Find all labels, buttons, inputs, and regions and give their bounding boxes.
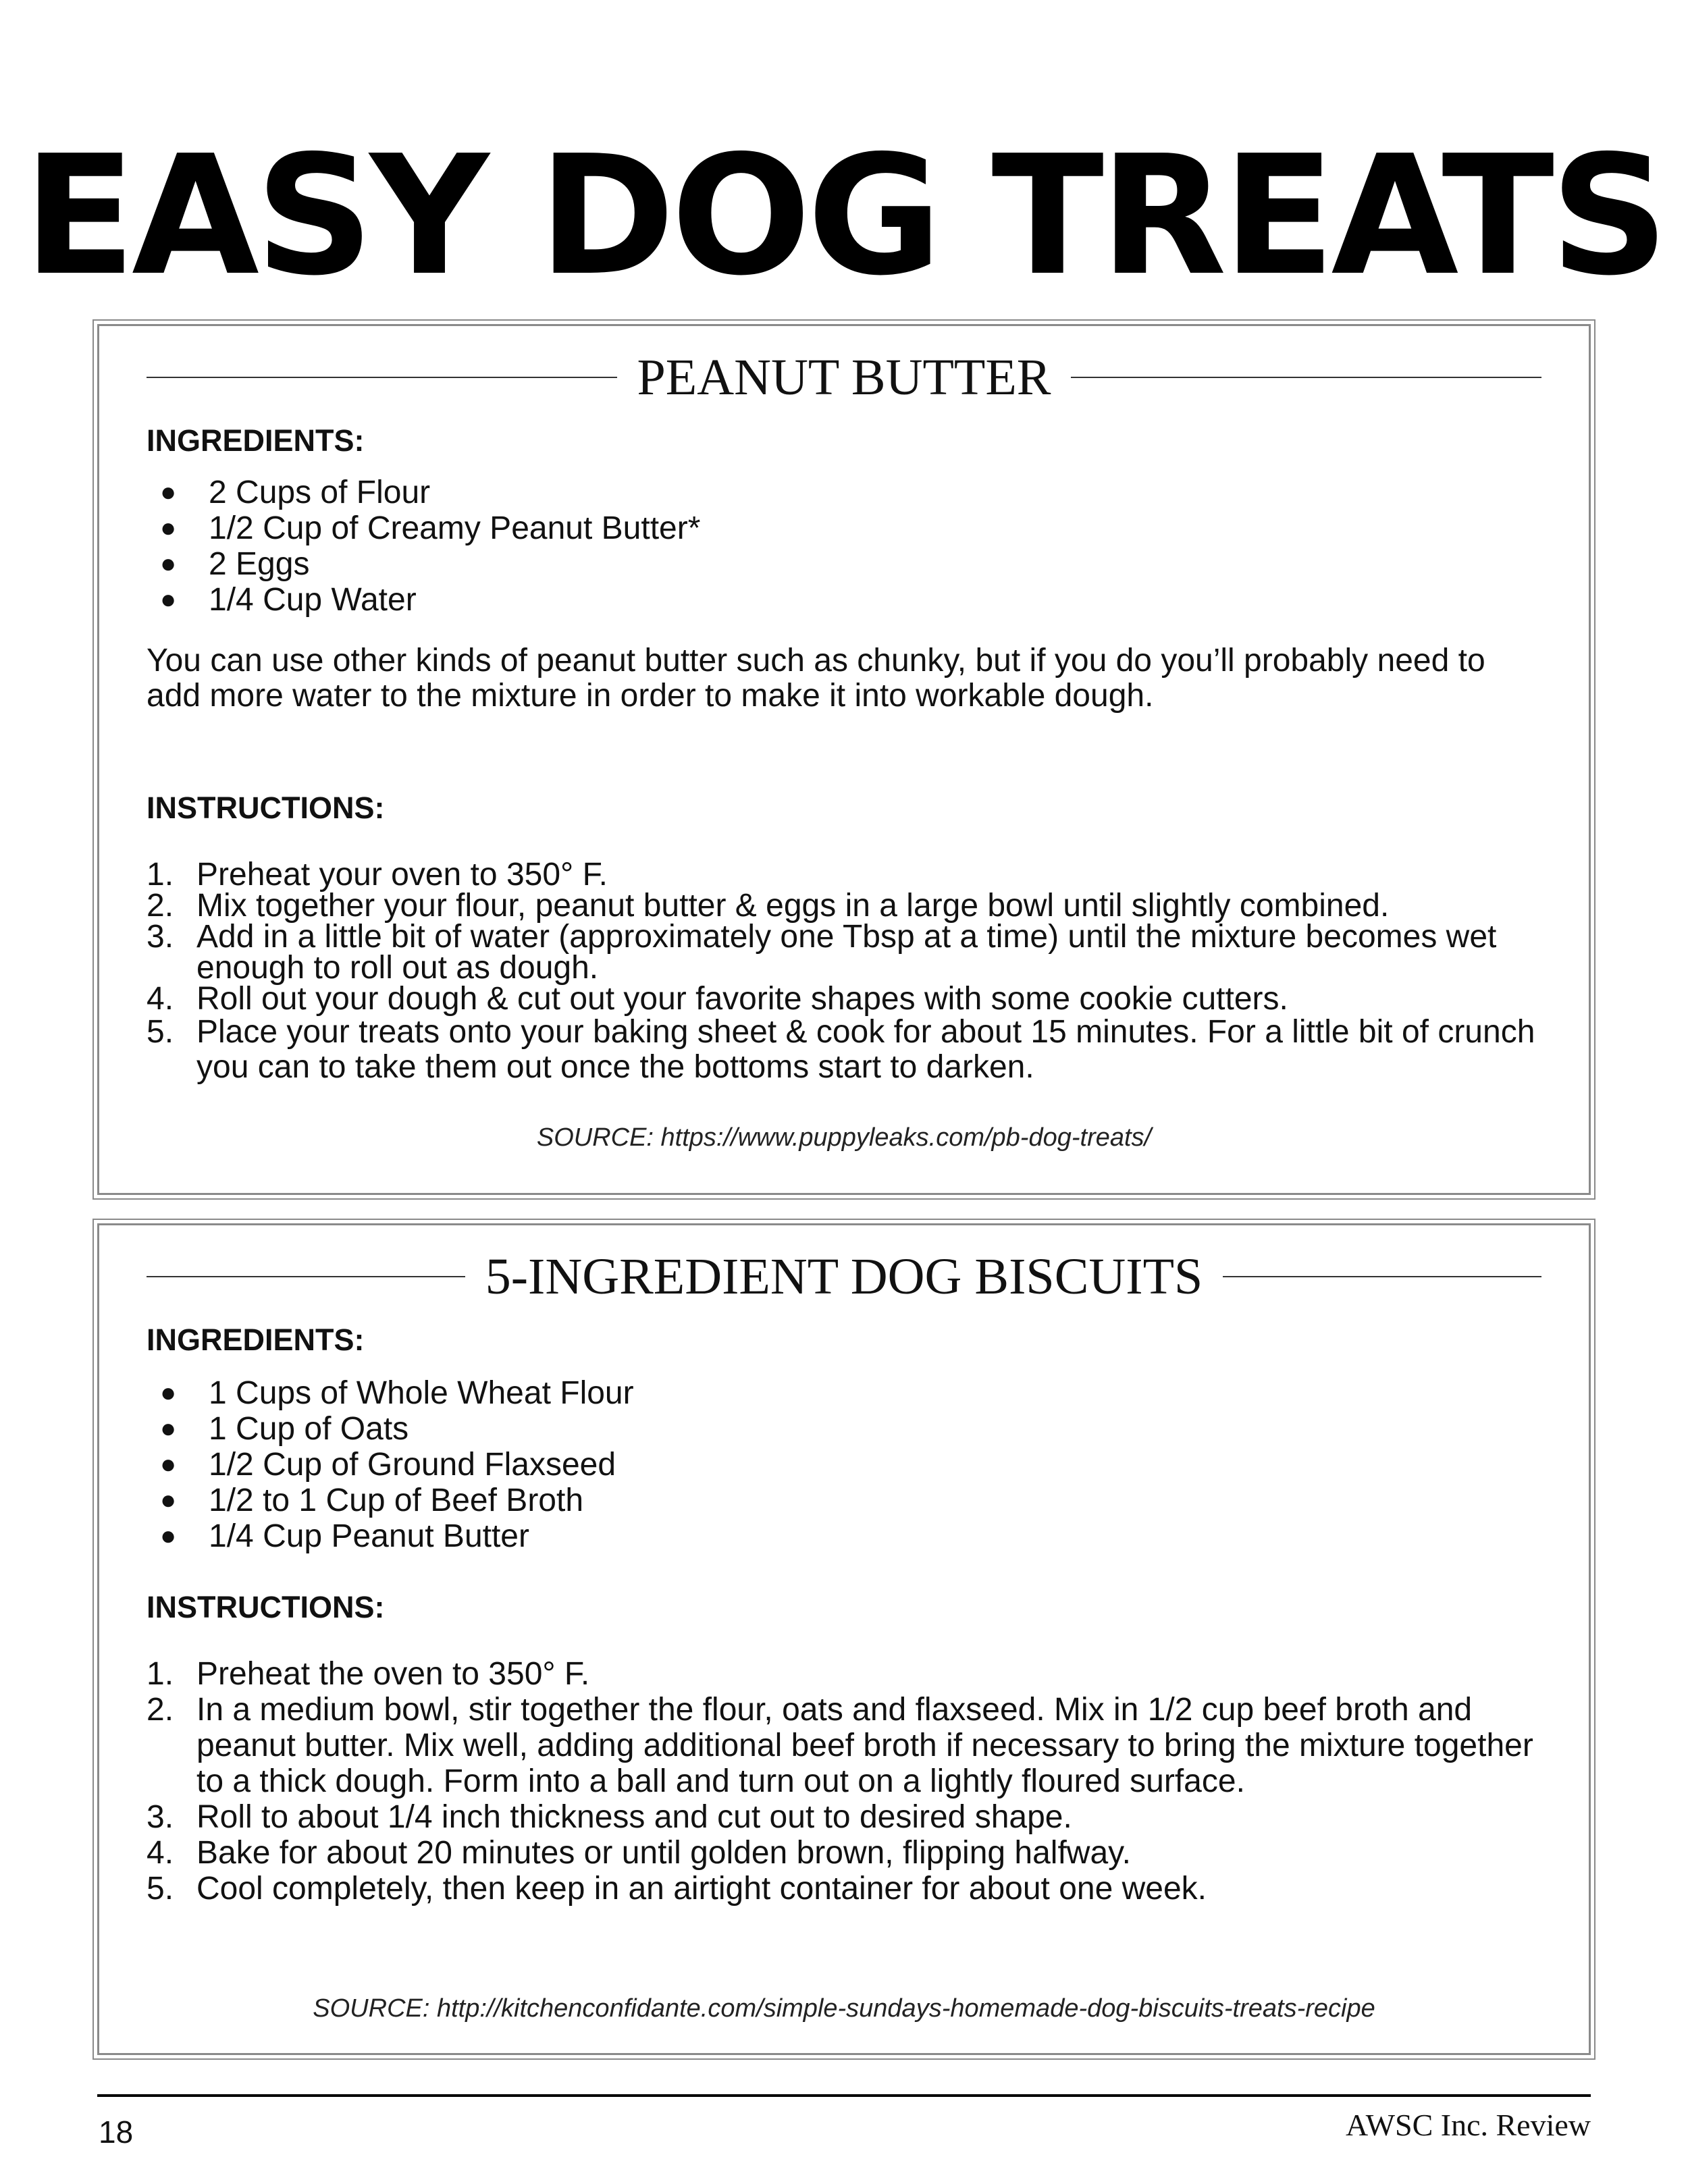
bullet-icon: ●	[160, 549, 177, 579]
ingredient-item: ● 1 Cups of Whole Wheat Flour	[160, 1375, 634, 1411]
heading-rule-right	[1223, 1276, 1541, 1277]
instruction-step: 3. Add in a little bit of water (approximately one Tbsp at a time) until the mixture becomes wet enough to roll out as dough.	[147, 919, 1497, 986]
card-heading	[147, 1244, 1541, 1309]
ingredient-item: ● 1/2 Cup of Creamy Peanut Butter*	[160, 510, 701, 546]
recipe-card-peanut-butter	[97, 324, 1591, 1195]
instruction-step: 2. Mix together your flour, peanut butter & eggs in a large bowl until slightly combined.	[147, 888, 1390, 924]
heading-rule-left	[147, 1276, 465, 1277]
ingredient-item: ● 1 Cup of Oats	[160, 1411, 409, 1447]
instruction-step: 5. Cool completely, then keep in an airtight container for about one week.	[147, 1871, 1207, 1907]
instructions-label: INSTRUCTIONS:	[147, 1590, 385, 1624]
ingredient-item: ● 2 Cups of Flour	[160, 475, 431, 510]
page-number: 18	[99, 2114, 134, 2150]
instruction-step: 5. Place your treats onto your baking sheet & cook for about 15 minutes. For a little bit of crunch you can to take them out once the bottoms start to darken.	[147, 1014, 1535, 1085]
instruction-step: 1. Preheat the oven to 350° F.	[147, 1656, 590, 1692]
publication-name: AWSC Inc. Review	[1346, 2108, 1591, 2142]
bullet-icon: ●	[160, 1521, 177, 1551]
instructions-list	[147, 1656, 1558, 1907]
recipe-title: PEANUT BUTTER	[637, 349, 1051, 406]
source-citation: SOURCE: https://www.puppyleaks.com/pb-dog-treats/	[536, 1123, 1152, 1152]
bullet-icon: ●	[160, 1485, 177, 1515]
instruction-step: 4. Roll out your dough & cut out your favorite shapes with some cookie cutters.	[147, 981, 1288, 1017]
instruction-step: 1. Preheat your oven to 350° F.	[147, 857, 608, 893]
heading-rule-right	[1071, 377, 1541, 378]
ingredient-item: ● 1/2 to 1 Cup of Beef Broth	[160, 1483, 584, 1518]
recipe-note: You can use other kinds of peanut butter such as chunky, but if you do you’ll probably need to add more water to the mixture in order to make it into workable dough.	[147, 643, 1485, 714]
recipe-title: 5-INGREDIENT DOG BISCUITS	[485, 1248, 1203, 1305]
instruction-step: 3. Roll to about 1/4 inch thickness and cut out to desired shape.	[147, 1799, 1072, 1835]
card-heading	[147, 345, 1541, 410]
instructions-label: INSTRUCTIONS:	[147, 791, 385, 825]
ingredient-item: ● 1/4 Cup Peanut Butter	[160, 1518, 529, 1554]
ingredient-item: ● 1/4 Cup Water	[160, 582, 417, 618]
recipe-card-dog-biscuits	[97, 1223, 1591, 2055]
page-title: EASY DOG TREATS	[23, 120, 1665, 312]
bullet-icon: ●	[160, 477, 177, 507]
bullet-icon: ●	[160, 1449, 177, 1479]
heading-rule-left	[147, 377, 617, 378]
instruction-step: 4. Bake for about 20 minutes or until golden brown, flipping halfway.	[147, 1835, 1131, 1871]
footer-rule	[97, 2094, 1591, 2097]
ingredients-label: INGREDIENTS:	[147, 423, 365, 458]
ingredients-label: INGREDIENTS:	[147, 1323, 365, 1357]
bullet-icon: ●	[160, 1414, 177, 1443]
ingredients-list	[147, 1375, 634, 1554]
bullet-icon: ●	[160, 585, 177, 614]
bullet-icon: ●	[160, 513, 177, 543]
source-citation: SOURCE: http://kitchenconfidante.com/simple-sundays-homemade-dog-biscuits-treats-recipe	[313, 1994, 1375, 2023]
instruction-step: 2. In a medium bowl, stir together the flour, oats and flaxseed. Mix in 1/2 cup beef broth and peanut butter. Mix well, adding additional beef broth if necessary to bring the mixture together to a thick dough. Form into a ball and turn out on a lightly floured surface.	[147, 1692, 1533, 1799]
ingredient-item: ● 2 Eggs	[160, 546, 310, 582]
ingredient-item: ● 1/2 Cup of Ground Flaxseed	[160, 1447, 616, 1483]
bullet-icon: ●	[160, 1378, 177, 1408]
ingredients-list	[147, 475, 700, 618]
instructions-list	[147, 859, 1558, 1085]
